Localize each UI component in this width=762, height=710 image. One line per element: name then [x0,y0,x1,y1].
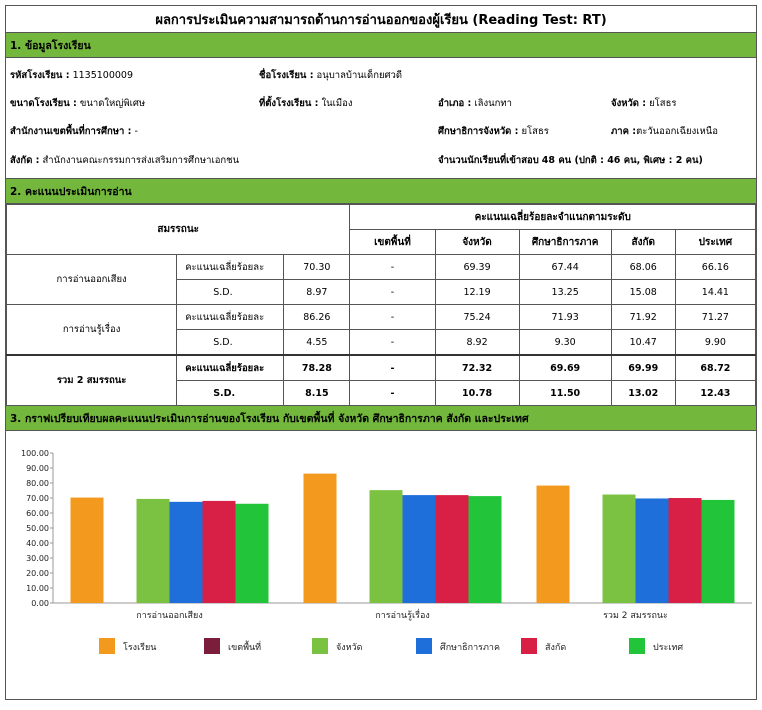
school-score-cell: 8.97 [284,280,350,305]
affiliation-field [10,153,239,168]
affiliation-score-cell: 68.06 [611,255,675,280]
school-code-label: รหัสโรงเรียน : [10,70,70,81]
metric-cell: S.D. [177,280,284,305]
header-country: ประเทศ [675,230,755,255]
school-size-label: ขนาดโรงเรียน : [10,98,77,109]
area-score-cell: - [350,305,435,330]
table-row [7,305,756,330]
metric-cell: คะแนนเฉลี่ยร้อยละ [177,305,284,330]
school-score-cell: 78.28 [284,355,350,381]
student-count-label: จำนวนนักเรียนที่เข้าสอบ [438,155,539,166]
school-score-cell: 70.30 [284,255,350,280]
country-score-cell: 71.27 [675,305,755,330]
bar-ศึกษาธิการภาค [636,498,669,603]
country-score-cell: 68.72 [675,355,755,381]
country-score-cell: 12.43 [675,381,755,406]
provincial-education-field [438,124,549,139]
y-tick-label: 40.00 [26,539,49,548]
metric-cell: S.D. [177,381,284,406]
area-score-cell: - [350,381,435,406]
province-score-cell: 10.78 [435,381,519,406]
bar-ศึกษาธิการภาค [170,502,203,603]
affiliation-score-cell: 69.99 [611,355,675,381]
area-office-value: - [134,126,138,137]
legend-label: สังกัด [545,643,567,653]
school-code-value: 1135100009 [72,70,134,81]
y-tick-label: 100.00 [21,449,49,458]
country-score-cell: 14.41 [675,280,755,305]
bar-ประเทศ [236,504,269,603]
school-location-value: ในเมือง [321,98,353,109]
affiliation-label: สังกัด : [10,155,40,166]
school-code-field [10,68,133,83]
competency-cell: การอ่านออกเสียง [7,255,177,305]
metric-cell: คะแนนเฉลี่ยร้อยละ [177,255,284,280]
legend-label: ศึกษาธิการภาค [440,643,500,653]
y-tick-label: 30.00 [26,554,49,563]
region-score-cell: 71.93 [519,305,611,330]
area-score-cell: - [350,355,435,381]
student-count-field [438,153,703,168]
area-score-cell: - [350,330,435,356]
legend-swatch [99,638,115,654]
x-category-label: การอ่านรู้เรื่อง [375,611,430,621]
affiliation-value: สำนักงานคณะกรรมการส่งเสริมการศึกษาเอกชน [42,155,240,166]
region-score-cell: 13.25 [519,280,611,305]
provincial-education-label: ศึกษาธิการจังหวัด : [438,126,519,137]
y-tick-label: 10.00 [26,584,49,593]
school-name-value: อนุบาลบ้านเด็กยศวดี [316,70,403,81]
district-field [438,96,512,111]
region-score-cell: 69.69 [519,355,611,381]
bar-จังหวัด [370,490,403,603]
bar-โรงเรียน [71,498,104,603]
y-tick-label: 20.00 [26,569,49,578]
competency-cell: การอ่านรู้เรื่อง [7,305,177,356]
affiliation-score-cell: 15.08 [611,280,675,305]
header-area: เขตพื้นที่ [350,230,435,255]
region-score-cell: 67.44 [519,255,611,280]
school-location-field [259,96,352,111]
area-score-cell: - [350,280,435,305]
metric-cell: คะแนนเฉลี่ยร้อยละ [177,355,284,381]
district-label: อำเภอ : [438,98,472,109]
country-score-cell: 9.90 [675,330,755,356]
competency-cell: รวม 2 สมรรถนะ [7,355,177,406]
region-score-cell: 9.30 [519,330,611,356]
area-office-field [10,124,138,139]
region-label: ภาค : [611,126,637,137]
district-value: เลิงนกทา [474,98,512,109]
y-tick-label: 70.00 [26,494,49,503]
report-page [5,5,757,700]
header-competency: สมรรถนะ [7,205,350,255]
y-tick-label: 0.00 [31,599,49,608]
school-name-field [259,68,402,83]
province-score-cell: 72.32 [435,355,519,381]
x-category-label: การอ่านออกเสียง [136,611,203,621]
x-category-label: รวม 2 สมรรถนะ [603,611,668,621]
province-score-cell: 75.24 [435,305,519,330]
affiliation-score-cell: 10.47 [611,330,675,356]
legend-label: ประเทศ [653,643,684,653]
affiliation-score-cell: 71.92 [611,305,675,330]
header-region: ศึกษาธิการภาค [519,230,611,255]
student-count-value: 48 คน (ปกติ : 46 คน, พิเศษ : 2 คน) [541,155,703,166]
scores-table [6,204,756,406]
bar-สังกัด [669,498,702,603]
bar-จังหวัด [603,495,636,603]
province-score-cell: 69.39 [435,255,519,280]
chart-area [6,431,756,696]
school-location-label: ที่ตั้งโรงเรียน : [259,98,319,109]
y-tick-label: 90.00 [26,464,49,473]
y-tick-label: 60.00 [26,509,49,518]
header-affiliation: สังกัด [611,230,675,255]
section-scores-heading: 2. คะแนนประเมินการอ่าน [6,179,756,204]
legend-label: โรงเรียน [123,643,157,653]
legend-swatch [312,638,328,654]
section-chart-heading: 3. กราฟเปรียบเทียบผลคะแนนประเมินการอ่านของโรงเรียน กับเขตพื้นที่ จังหวัด ศึกษาธิการภาค สังกัด และประเทศ [6,406,756,431]
province-score-cell: 12.19 [435,280,519,305]
province-field [611,96,676,111]
header-province: จังหวัด [435,230,519,255]
bar-ประเทศ [469,496,502,603]
legend-label: เขตพื้นที่ [228,643,262,653]
comparison-bar-chart [6,431,756,691]
legend-swatch [629,638,645,654]
school-info [6,58,756,179]
metric-cell: S.D. [177,330,284,356]
bar-ศึกษาธิการภาค [403,495,436,603]
bar-ประเทศ [702,500,735,603]
province-score-cell: 8.92 [435,330,519,356]
table-row [7,255,756,280]
legend-swatch [204,638,220,654]
school-size-value: ขนาดใหญ่พิเศษ [79,98,146,109]
school-score-cell: 4.55 [284,330,350,356]
provincial-education-value: ยโสธร [521,126,549,137]
school-name-label: ชื่อโรงเรียน : [259,70,314,81]
table-row [7,355,756,381]
region-score-cell: 11.50 [519,381,611,406]
legend-swatch [416,638,432,654]
area-office-label: สำนักงานเขตพื้นที่การศึกษา : [10,126,132,137]
bar-โรงเรียน [537,486,570,603]
bar-โรงเรียน [304,474,337,603]
bar-จังหวัด [137,499,170,603]
bar-สังกัด [436,495,469,603]
y-tick-label: 80.00 [26,479,49,488]
section-school-info-heading: 1. ข้อมูลโรงเรียน [6,33,756,58]
legend-swatch [521,638,537,654]
affiliation-score-cell: 13.02 [611,381,675,406]
header-average-group: คะแนนเฉลี่ยร้อยละจำแนกตามระดับ [350,205,756,230]
bar-สังกัด [203,501,236,603]
country-score-cell: 66.16 [675,255,755,280]
area-score-cell: - [350,255,435,280]
region-field [611,124,718,139]
legend-label: จังหวัด [336,643,363,653]
province-label: จังหวัด : [611,98,647,109]
school-score-cell: 86.26 [284,305,350,330]
school-score-cell: 8.15 [284,381,350,406]
school-size-field [10,96,145,111]
province-value: ยโสธร [649,98,677,109]
region-value: ตะวันออกเฉียงเหนือ [636,126,718,137]
page-title: ผลการประเมินความสามารถด้านการอ่านออกของผู้เรียน (Reading Test: RT) [6,6,756,33]
y-tick-label: 50.00 [26,524,49,533]
